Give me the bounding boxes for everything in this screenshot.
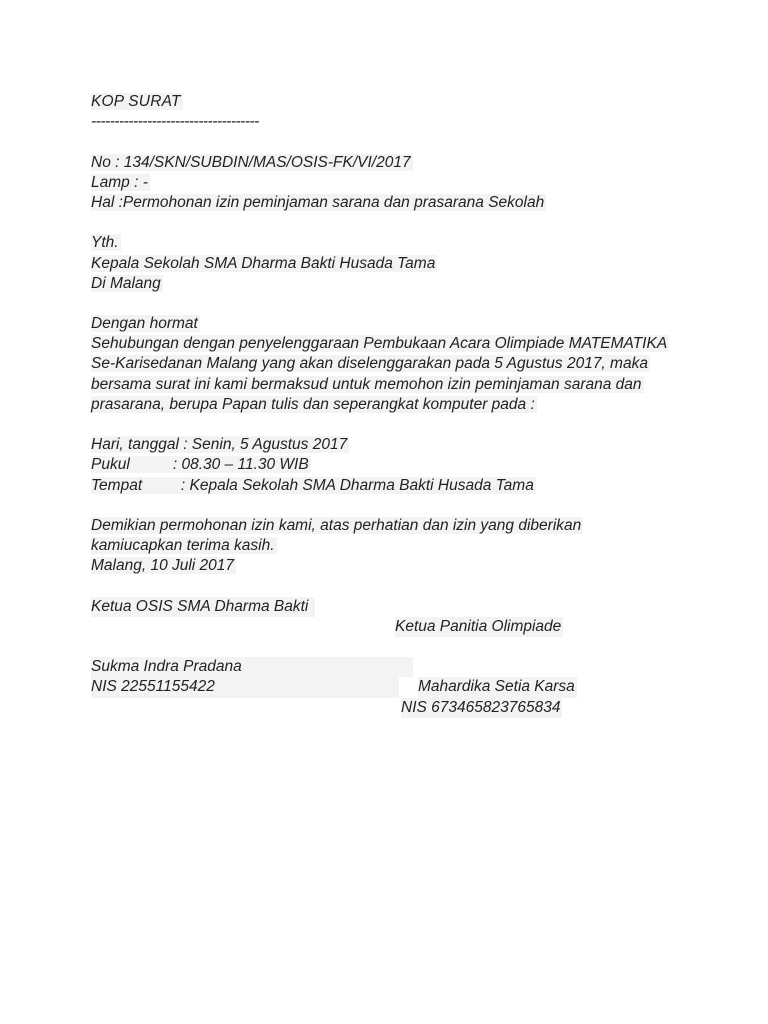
recipient-location bbox=[91, 274, 711, 294]
spacer bbox=[91, 294, 711, 314]
separator-text: ------------------------------------ bbox=[91, 113, 259, 131]
body-line bbox=[91, 395, 711, 415]
date-place bbox=[91, 556, 711, 576]
body-line bbox=[91, 354, 711, 374]
recipient-text: Kepala Sekolah SMA Dharma Bakti Husada Tama bbox=[91, 254, 436, 272]
signer-left-title: Ketua OSIS SMA Dharma Bakti bbox=[91, 597, 315, 617]
hal-text: Hal :Permohonan izin peminjaman sarana dan prasarana Sekolah bbox=[91, 193, 545, 211]
letter-attachment bbox=[91, 173, 711, 193]
signer-left-name: Sukma Indra Pradana bbox=[91, 657, 413, 677]
spacer bbox=[91, 415, 711, 435]
closing-text: Demikian permohonan izin kami, atas perhatian dan izin yang diberikan bbox=[91, 516, 582, 534]
spacer bbox=[91, 213, 711, 233]
body-line bbox=[91, 334, 711, 354]
letter-number bbox=[91, 153, 711, 173]
pukul-text: Pukul : 08.30 – 11.30 WIB bbox=[91, 456, 309, 474]
body-text: prasarana, berupa Papan tulis dan seperangkat komputer pada : bbox=[91, 395, 535, 413]
body-line bbox=[91, 375, 711, 395]
letterhead-separator bbox=[91, 112, 711, 132]
signer-right-nis: NIS 673465823765834 bbox=[401, 698, 562, 718]
yth-text: Yth. bbox=[91, 234, 119, 252]
date-place-text: Malang, 10 Juli 2017 bbox=[91, 557, 235, 575]
greeting-text: Dengan hormat bbox=[91, 315, 198, 333]
spacer bbox=[91, 132, 711, 152]
signer-titles-row bbox=[91, 577, 711, 635]
closing-line bbox=[91, 536, 711, 556]
lamp-text: Lamp : - bbox=[91, 173, 148, 191]
recipient-salutation bbox=[91, 233, 711, 253]
spacer bbox=[91, 496, 711, 516]
event-place bbox=[91, 476, 711, 496]
location-text: Di Malang bbox=[91, 274, 161, 292]
letter-page bbox=[91, 92, 711, 716]
nomor-text: No : 134/SKN/SUBDIN/MAS/OSIS-FK/VI/2017 bbox=[91, 153, 411, 171]
closing-text: kamiucapkan terima kasih. bbox=[91, 537, 275, 555]
tempat-text: Tempat : Kepala Sekolah SMA Dharma Bakti Husada Tama bbox=[91, 476, 534, 494]
letter-subject bbox=[91, 193, 711, 213]
kop-surat-text: KOP SURAT bbox=[91, 93, 181, 110]
event-date bbox=[91, 435, 711, 455]
recipient-name bbox=[91, 254, 711, 274]
body-text: Sehubungan dengan penyelenggaraan Pembukaan Acara Olimpiade MATEMATIKA bbox=[91, 335, 668, 353]
greeting bbox=[91, 314, 711, 334]
signer-right-title: Ketua Panitia Olimpiade bbox=[395, 617, 563, 637]
hari-text: Hari, tanggal : Senin, 5 Agustus 2017 bbox=[91, 436, 348, 454]
signer-right-name: Mahardika Setia Karsa bbox=[418, 677, 577, 697]
body-text: bersama surat ini kami bermaksud untuk memohon izin peminjaman sarana dan bbox=[91, 375, 642, 393]
closing-line bbox=[91, 516, 711, 536]
event-time bbox=[91, 455, 711, 475]
letterhead-title bbox=[91, 92, 711, 112]
body-text: Se-Karisedanan Malang yang akan diselenggarakan pada 5 Agustus 2017, maka bbox=[91, 355, 648, 373]
signer-left-nis: NIS 22551155422 bbox=[91, 677, 399, 697]
